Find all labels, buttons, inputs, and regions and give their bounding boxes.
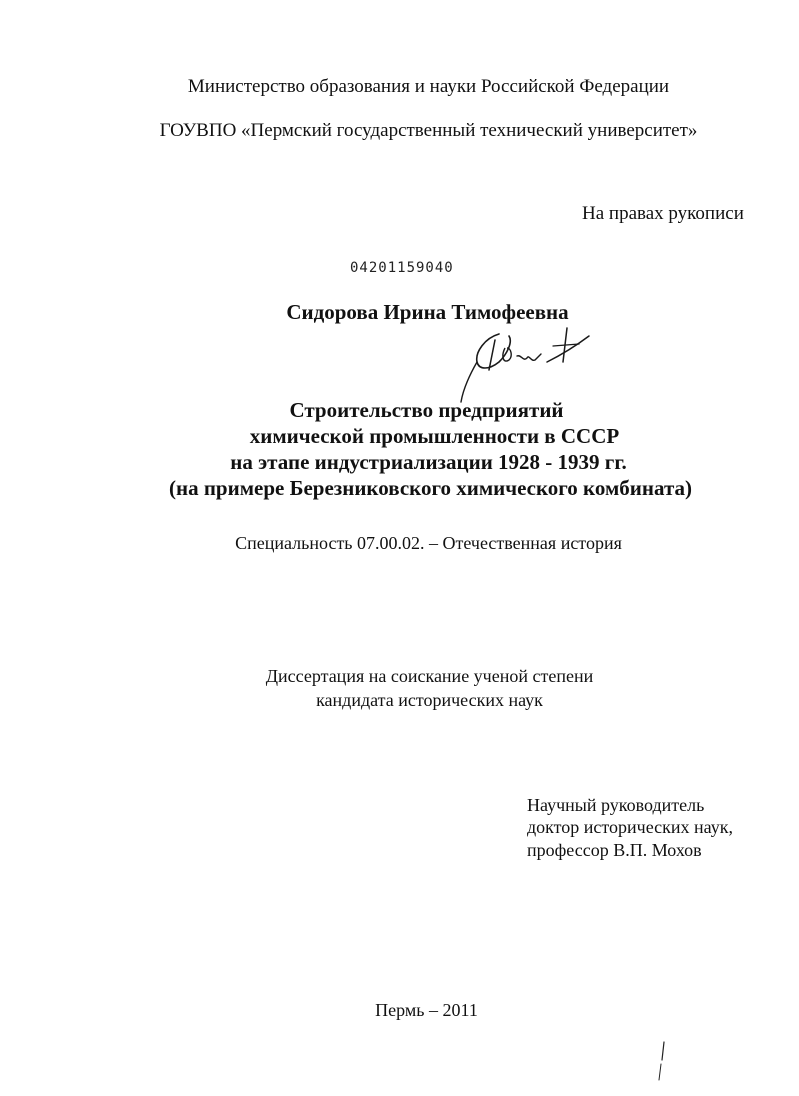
supervisor-line-1: Научный руководитель [527,795,705,815]
rights-note: На правах рукописи [582,203,744,224]
speciality-line: Специальность 07.00.02. – Отечественная история [235,533,622,553]
title-line-4: (на примере Березниковского химического комбината) [168,476,693,500]
pen-mark [650,1040,670,1082]
university-line: ГОУВПО «Пермский государственный технический университет» [159,120,698,141]
ministry-line: Министерство образования и науки Российской Федерации [187,76,670,97]
title-line-2: химической промышленности в СССР [249,424,620,448]
author-name: Сидорова Ирина Тимофеевна [286,300,569,324]
supervisor-line-3: профессор В.П. Мохов [527,840,702,860]
supervisor-line-2: доктор исторических наук, [527,817,733,837]
author-signature [455,318,605,408]
degree-line-1: Диссертация на соискание ученой степени [265,666,594,686]
city-year: Пермь – 2011 [375,1000,478,1020]
title-line-3: на этапе индустриализации 1928 - 1939 гг. [230,450,627,474]
archive-number: 04201159040 [350,260,454,276]
title-line-1: Строительство предприятий [289,398,564,422]
degree-line-2: кандидата исторических наук [316,690,543,710]
